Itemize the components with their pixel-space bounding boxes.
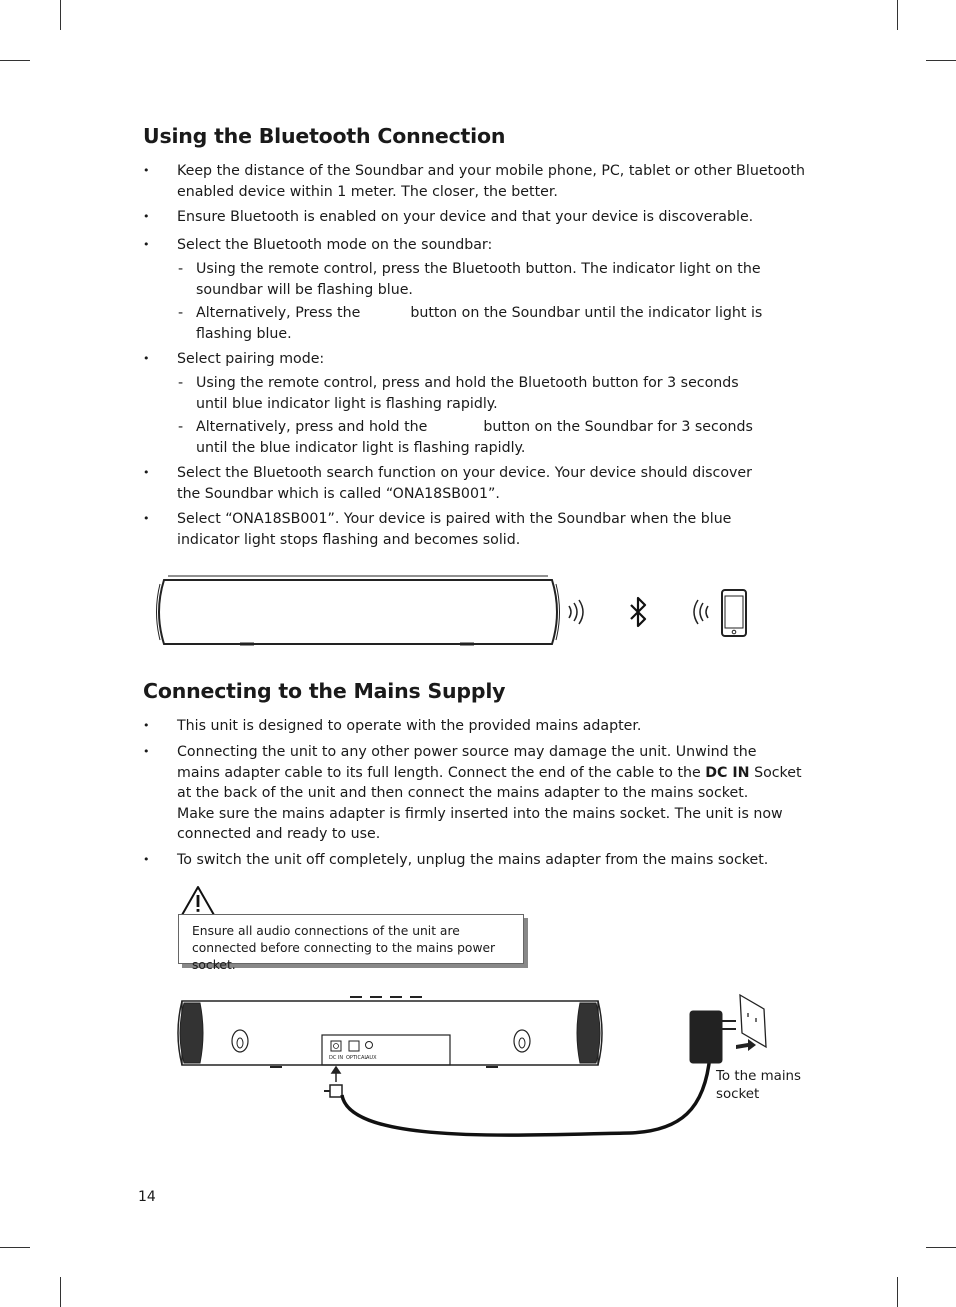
list-item: Keep the distance of the Soundbar and your mobile phone, PC, tablet or other Bluetooth enabled device within 1 meter. The closer, the better. [177,163,806,200]
crop-mark [60,1277,61,1307]
sub-list-item: - Using the remote control, press the Bluetooth button. The indicator light on the soundbar will be flashing blue. [178,261,761,298]
dash-glyph: - [178,419,184,435]
list-item: Ensure Bluetooth is enabled on your device and that your device is discoverable. [177,209,754,225]
port-label-dcin: DC IN [329,1055,344,1061]
bullet-icon: • [143,164,150,177]
mains-connection-diagram [170,985,810,1145]
adapter-cable [342,1055,710,1135]
warning-text: Ensure all audio connections of the unit are connected before connecting to the mains power socket. [192,924,496,972]
list-item: Select “ONA18SB001”. Your device is paired with the Soundbar when the blue indicator light stops flashing and becomes solid. [177,511,732,548]
bullet-icon: • [143,466,150,479]
crop-mark [926,1247,956,1248]
crop-mark [0,60,30,61]
list-item: Select the Bluetooth search function on your device. Your device should discover the Soundbar which is called “ONA18SB001”. [177,465,752,502]
power-adapter-image [690,1011,736,1063]
list-item: To switch the unit off completely, unplug the mains adapter from the mains socket. [177,852,769,868]
crop-mark [897,1277,898,1307]
port-label-aux: AUX [366,1055,377,1061]
bullet-icon: • [143,719,150,732]
phone-icon [722,590,746,636]
warning-box [178,914,524,972]
crop-mark [926,60,956,61]
list-item: Select the Bluetooth mode on the soundbar: [177,237,493,253]
arrow-up-icon [332,1067,340,1082]
dash-glyph: - [178,261,184,277]
sub-list-item: - Alternatively, Press the button on the Soundbar until the indicator light is flashing blue. [178,305,763,342]
bluetooth-icon [631,598,645,626]
bullet-icon: • [143,512,150,525]
dash-glyph: - [178,305,184,321]
section-heading-bluetooth: Using the Bluetooth Connection [143,124,506,148]
soundbar-front-image [157,576,560,644]
section-heading-mains: Connecting to the Mains Supply [143,679,506,703]
sub-list-item: - Using the remote control, press and hold the Bluetooth button for 3 seconds until blue indicator light is flashing rapidly. [178,375,739,412]
list-item: Select pairing mode: [177,351,325,367]
crop-mark [60,0,61,30]
dash-glyph: - [178,375,184,391]
port-label-optical: OPTICAL [346,1055,368,1061]
list-item: Connecting the unit to any other power source may damage the unit. Unwind the mains adapter cable to its full length. Connect the end of the cable to the DC IN Socket at the back of the unit and then connect the mains adapter to the mains socket. Make sure the mains adapter is firmly inserted into the mains socket. The unit is now connected and ready to use. [177,744,802,842]
arrow-right-icon [736,1039,756,1051]
page-number: 14 [138,1189,156,1205]
mains-socket-label: To the mains socket [716,1069,802,1102]
bullet-icon: • [143,853,150,866]
soundbar-pairing-illustration [150,570,760,650]
bullet-icon: • [143,210,150,223]
dc-plug-image [324,1085,342,1097]
crop-mark [0,1247,30,1248]
dc-in-label: DC IN [705,764,750,781]
bullet-icon: • [143,352,150,365]
crop-mark [897,0,898,30]
signal-waves-icon [569,600,583,624]
list-item: This unit is designed to operate with the provided mains adapter. [177,718,642,734]
warning-icon [180,885,216,917]
sub-list-item: - Alternatively, press and hold the button on the Soundbar for 3 seconds until the blue indicator light is flashing rapidly. [178,419,753,456]
wall-socket-image [740,995,766,1047]
soundbar-back-image [178,997,602,1067]
signal-waves-icon [694,600,708,624]
bullet-icon: • [143,238,150,251]
bullet-icon: • [143,745,150,758]
